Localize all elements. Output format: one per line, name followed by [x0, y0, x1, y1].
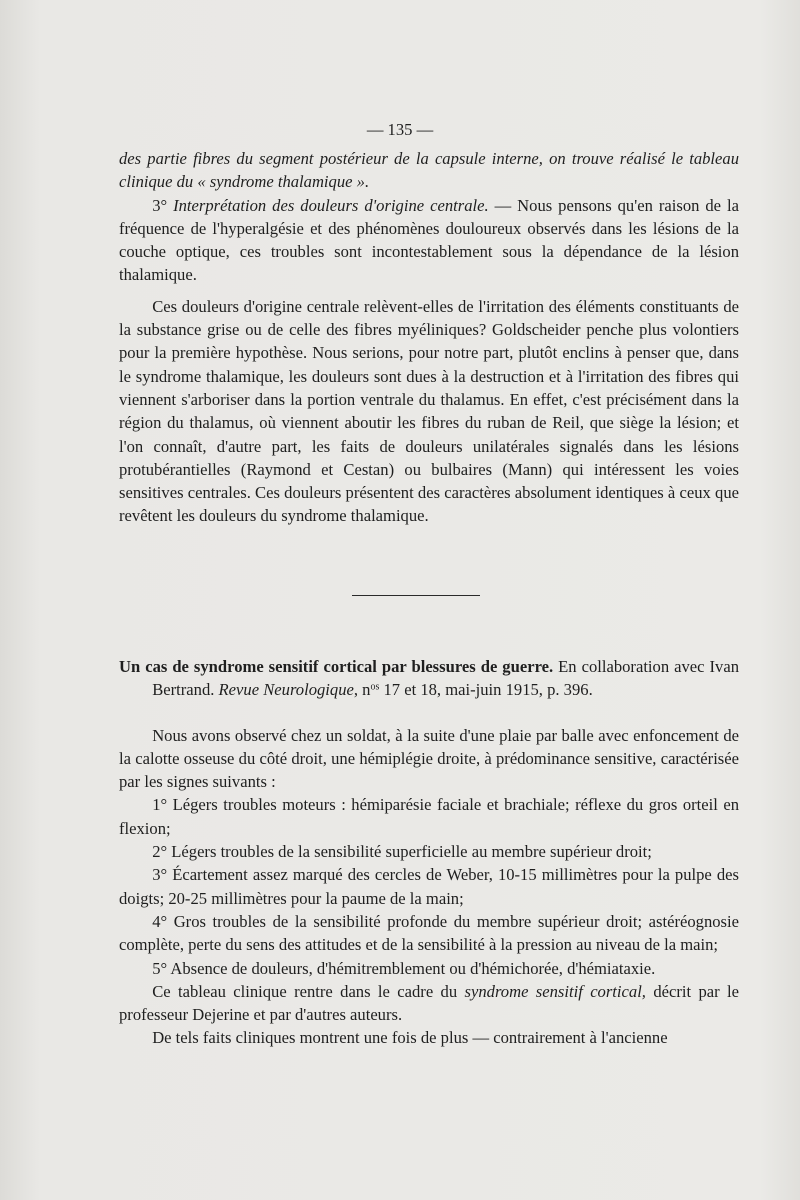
list-item: 1° Légers troubles moteurs : hémiparésie faciale et brachiale; réflexe du gros orteil en flexion;: [119, 795, 739, 838]
page-number: — 135 —: [366, 120, 434, 139]
list-item: 4° Gros troubles de la sensibilité profonde du membre supérieur droit; astéréognosie complète, perte du sens des attitudes et de la sensibilité à la pression au niveau de la main;: [119, 911, 739, 955]
item-number: 3°: [152, 195, 168, 215]
publication-reference: Un cas de syndrome sensitif cortical par blessures de guerre. En collaboration avec Ivan Bertrand. Revue Neurologique, $n^{os}$ 17 et 18, mai-juin 1915, p. 396.: [119, 657, 740, 700]
paragraph: Ce tableau clinique rentre dans le cadre du syndrome sensitif cortical, décrit par le professeur Dejerine et par d'autres auteurs.: [119, 981, 739, 1025]
paragraph: De tels faits cliniques montrent une fois de plus — contrairement à l'ancienne: [152, 1028, 668, 1048]
list-item: 5° Absence de douleurs, d'hémitremblement ou d'hémichorée, d'hémiataxie.: [152, 958, 656, 978]
paragraph: Ces douleurs d'origine centrale relèvent-elles de l'irritation des éléments constituants de la substance grise ou de celle des fibres myéliniques? Goldscheider penche plus volontiers pour la première hypothèse. Nous serions, pour notre part, plutôt enclins à penser que, dans le syndrome thalamique, les douleurs sont dues à la destruction et à l'irritation des fibres qui viennent s'arboriser dans la portion ventrale du thalamus. En effet, c'est précisément dans la région du thalamus, où viennent aboutir les fibres du ruban de Reil, que siège la lésion; et l'on connaît, d'autre part, les faits de douleurs unilatérales signalés dans les lésions protubérantielles (Raymond et Cestan) ou bulbaires (Mann) qui intéressent les voies sensitives centrales. Ces douleurs présentent des caractères absolument identiques à ceux que revêtent les douleurs du syndrome thalamique.: [119, 296, 739, 526]
section-thalamic-syndrome: [119, 147, 739, 528]
list-item: 2° Légers troubles de la sensibilité superficielle au membre supérieur droit;: [152, 842, 652, 862]
paragraph-text: — Nous pensons qu'en raison de la fréquence de l'hyperalgésie et des phénomènes douloureux observés dans les lésions de la couche optique, ces troubles sont incontestablement sous la dépendance de la lésion thalamique.: [119, 195, 740, 285]
collaboration: En collaboration avec Ivan Bertrand.: [152, 657, 740, 700]
paragraph: [119, 194, 739, 287]
paragraph: Nous avons observé chez un soldat, à la suite d'une plaie par balle avec enfoncement de la calotte osseuse du côté droit, une hémiplégie droite, à prédominance sensitive, caractérisée par les signes suivants :: [119, 725, 739, 792]
journal-name: Revue Neurologique: [218, 680, 354, 700]
list-item: 3° Écartement assez marqué des cercles de Weber, 10-15 millimètres pour la pulpe des doigts; 20-25 millimètres pour la paume de la main;: [119, 865, 739, 908]
paragraph: des partie fibres du segment postérieur de la capsule interne, on trouve réalisé le tableau clinique du « syndrome thalamique ».: [119, 149, 739, 192]
subheading: Interprétation des douleurs d'origine centrale.: [173, 195, 489, 215]
article-title: Un cas de syndrome sensitif cortical par blessures de guerre.: [119, 657, 554, 676]
reference-details: 17 et 18, mai-juin 1915, p. 396.: [379, 680, 593, 700]
section-divider: [352, 595, 480, 596]
section-cortical-syndrome: [119, 655, 739, 1050]
